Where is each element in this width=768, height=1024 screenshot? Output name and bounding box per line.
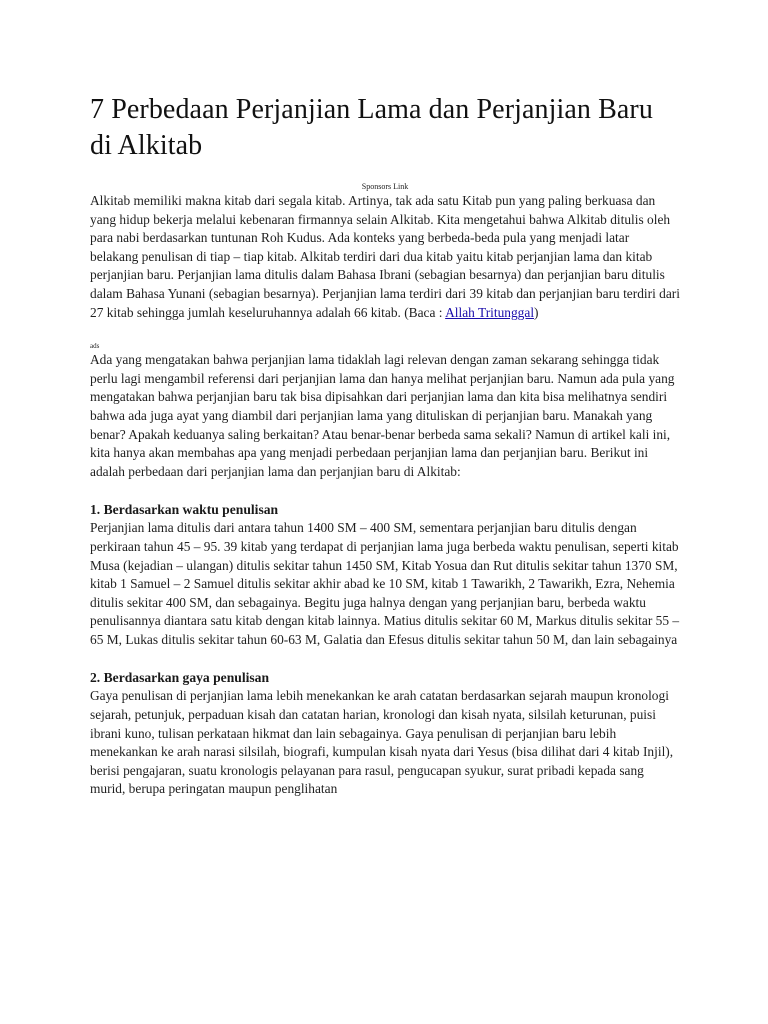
article-title: 7 Perbedaan Perjanjian Lama dan Perjanjian Baru di Alkitab (90, 94, 653, 161)
paragraph-2: Ada yang mengatakan bahwa perjanjian lama tidaklah lagi relevan dengan zaman sekarang sehingga tidak perlu lagi mengambil referensi dari perjanjian lama dan hanya melihat perjanjian baru. Namun ada pula yang mengatakan bahwa perjanjian baru tak bisa dipisahkan dari perjanjian lama dan kita bisa melihatnya sendiri bahwa ada juga ayat yang diambil dari perjanjian lama yang dituliskan di perjanjian baru. Manakah yang benar? Apakah keduanya saling berkaitan? Atau benar-benar berbeda sama sekali? Namun di artikel kali ini, kita hanya akan membahas apa yang menjadi perbedaan perjanjian lama dan perjanjian baru. Berikut ini adalah perbedaan dari perjanjian lama dan perjanjian baru di Alkitab: (90, 352, 675, 479)
allah-tritunggal-link[interactable]: Allah Tritunggal (445, 304, 535, 320)
article (90, 92, 680, 799)
intro-paragraph (90, 192, 680, 322)
sponsors-label: Sponsors Link (361, 182, 409, 191)
section-text-gaya-penulisan: Gaya penulisan di perjanjian lama lebih menekankan ke arah catatan berdasarkan sejarah maupun kronologi sejarah, petunjuk, perpaduan kisah dan catatan harian, kronologi dan kisah nyata, silsilah keturunan, puisi ibrani kuno, tulisan perkataan hikmat dan lain sebagainya. Gaya penulisan di perjanjian baru lebih menekankan ke arah narasi silsilah, biografi, kumpulan kisah nyata dari Yesus (bisa dilihat dari 4 kitab Injil), berisi pengajaran, suatu kronologis pelayanan para rasul, pengucapan syukur, surat pribadi kepada sang murid, berupa peringatan maupun penglihatan (90, 688, 674, 797)
intro-close: ) (534, 304, 539, 320)
section-heading-waktu-penulisan: 1. Berdasarkan waktu penulisan (90, 502, 279, 518)
ads-label: ads (90, 342, 100, 351)
intro-text: Alkitab memiliki makna kitab dari segala kitab. Artinya, tak ada satu Kitab pun yang paling berkuasa dan yang hidup bekerja melalui kebenaran firmannya selain Alkitab. Kita mengetahui bahwa Alkitab ditulis oleh para nabi berdasarkan tuntunan Roh Kudus. Ada konteks yang berbeda-beda pula yang menjadi latar belakang penulisan di tiap – tiap kitab. Alkitab terdiri dari dua kitab yaitu kitab perjanjian lama dan kitab perjanjian baru. Perjanjian lama ditulis dalam Bahasa Ibrani (sebagian besarnya) dan perjanjian baru ditulis dalam Bahasa Yunani (sebagian besarnya). Perjanjian lama terdiri dari 39 kitab dan perjanjian baru terdiri dari 27 kitab sehingga jumlah keseluruhannya adalah 66 kitab. (Baca : (90, 193, 680, 320)
section-text-waktu-penulisan: Perjanjian lama ditulis dari antara tahun 1400 SM – 400 SM, sementara perjanjian baru ditulis dengan perkiraan tahun 45 – 95. 39 kitab yang terdapat di perjanjian lama juga berbeda waktu penulisan, seperti kitab Musa (kejadian – ulangan) ditulis sekitar tahun 1450 SM, Kitab Yosua dan Rut ditulis sekitar tahun 1370 SM, kitab 1 Samuel – 2 Samuel ditulis sekitar akhir abad ke 10 SM, kitab 1 Tawarikh, 2 Tawarikh, Ezra, Nehemia ditulis sekitar 400 SM, dan sebagainya. Begitu juga halnya dengan yang perjanjian baru, berbeda waktu penulisannya diantara satu kitab dengan kitab lainnya. Matius ditulis sekitar 60 M, Markus ditulis sekitar 55 – 65 M, Lukas ditulis sekitar tahun 60-63 M, Galatia dan Efesus ditulis sekitar tahun 50 M, dan lain sebagainya (90, 520, 680, 647)
section-heading-gaya-penulisan: 2. Berdasarkan gaya penulisan (90, 670, 270, 686)
